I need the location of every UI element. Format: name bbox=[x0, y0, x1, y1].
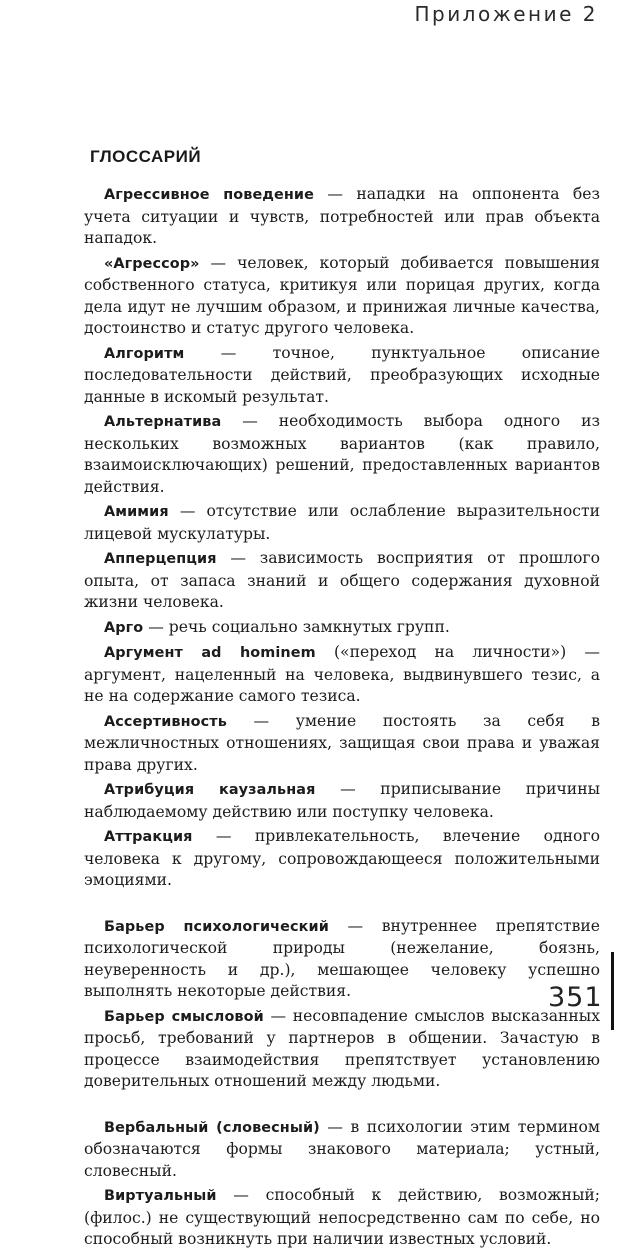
glossary-definition: — отсутствие или ослабление выразительности лицевой мускулатуры. bbox=[84, 502, 600, 543]
glossary-entry bbox=[84, 411, 600, 498]
glossary-term: Апперцепция bbox=[104, 551, 217, 567]
glossary-term: Альтернатива bbox=[104, 414, 222, 430]
glossary-term: Арго bbox=[104, 619, 144, 636]
glossary-entry bbox=[84, 642, 600, 708]
glossary-definition: — умение постоять за себя в межличностных отношениях, защищая свои права и уважая права других. bbox=[84, 711, 600, 774]
glossary-term: Барьер психологический bbox=[104, 918, 329, 935]
glossary-definition: — нападки на оппонента без учета ситуации и чувств, потребностей или прав объекта нападок. bbox=[84, 185, 601, 247]
glossary-entry bbox=[84, 826, 600, 892]
glossary-entry bbox=[84, 916, 600, 1003]
glossary-entry bbox=[84, 184, 600, 250]
glossary-term: Вербальный (словесный) bbox=[104, 1119, 320, 1136]
glossary-entry bbox=[84, 343, 600, 409]
page-number: 351 bbox=[548, 982, 603, 1013]
glossary-term: «Агрессор» bbox=[104, 255, 200, 272]
glossary-entry bbox=[84, 1117, 600, 1183]
glossary-term: Алгоритм bbox=[104, 345, 185, 362]
glossary-definition: — человек, который добивается повышения собственного статуса, критикуя или порицая других, когда дела идут не лучшим образом, и принижая личные качества, достоинство и статус другого человека. bbox=[84, 253, 600, 337]
glossary-definition: — в психологии этим термином обозначаются формы знакового материала; устный, словесный. bbox=[84, 1117, 600, 1180]
glossary-definition: — несовпадение смыслов высказанных просьб, требований у партнеров в общении. Зачастую в процессе взаимодействия препятствует установлению доверительных отношений между людьми. bbox=[84, 1006, 600, 1090]
glossary-term: Виртуальный bbox=[104, 1188, 217, 1204]
glossary-entry bbox=[84, 1006, 600, 1093]
glossary-term: Атрибуция каузальная bbox=[104, 782, 316, 798]
glossary-term: Барьер смысловой bbox=[104, 1008, 264, 1025]
glossary-entry bbox=[84, 711, 600, 777]
glossary-definition: — необходимость выбора одного из нескольких возможных вариантов (как правило, взаимоисключающих) решений, предоставленных вариантов действия. bbox=[84, 412, 600, 496]
page-title: ГЛОССАРИЙ bbox=[90, 147, 202, 166]
glossary-definition: — зависимость восприятия от прошлого опыта, от запаса знаний и общего содержания духовной жизни человека. bbox=[84, 549, 600, 611]
glossary-definition: — внутреннее препятствие психологической природы (нежелание, боязнь, неуверенность и др.), мешающее человеку успешно выполнять некоторые действия. bbox=[84, 916, 600, 1000]
glossary-definition: — точное, пунктуальное описание последовательности действий, преобразующих исходные данные в искомый результат. bbox=[84, 343, 600, 406]
glossary-term: Амимия bbox=[104, 504, 169, 520]
glossary-entry bbox=[84, 779, 600, 823]
glossary-entry bbox=[84, 548, 600, 614]
glossary-body bbox=[84, 184, 600, 1254]
glossary-term: Агрессивное поведение bbox=[104, 187, 314, 203]
glossary-entry bbox=[84, 1185, 600, 1251]
glossary-entry bbox=[84, 501, 600, 545]
glossary-definition: — способный к действию, возможный; (филос.) не существующий непосредственно сам по себе, но способный возникнуть при наличии известных условий. bbox=[84, 1186, 600, 1248]
glossary-term: Аттракция bbox=[104, 829, 193, 845]
glossary-term: Аргумент ad hominem bbox=[104, 645, 316, 661]
glossary-entry bbox=[84, 253, 600, 340]
glossary-entry bbox=[84, 617, 600, 640]
running-header: Приложение 2 bbox=[414, 2, 598, 26]
glossary-definition: — привлекательность, влечение одного человека к другому, сопровождающееся положительными эмоциями. bbox=[84, 827, 600, 889]
glossary-definition: («переход на личности») — аргумент, нацеленный на человека, выдвинувшего тезис, а не на содержание самого тезиса. bbox=[84, 643, 600, 705]
page-edge-marker bbox=[611, 952, 614, 1030]
glossary-definition: — речь социально замкнутых групп. bbox=[143, 617, 450, 636]
glossary-term: Ассертивность bbox=[104, 713, 227, 730]
glossary-definition: — приписывание причины наблюдаемому действию или поступку человека. bbox=[84, 780, 600, 821]
